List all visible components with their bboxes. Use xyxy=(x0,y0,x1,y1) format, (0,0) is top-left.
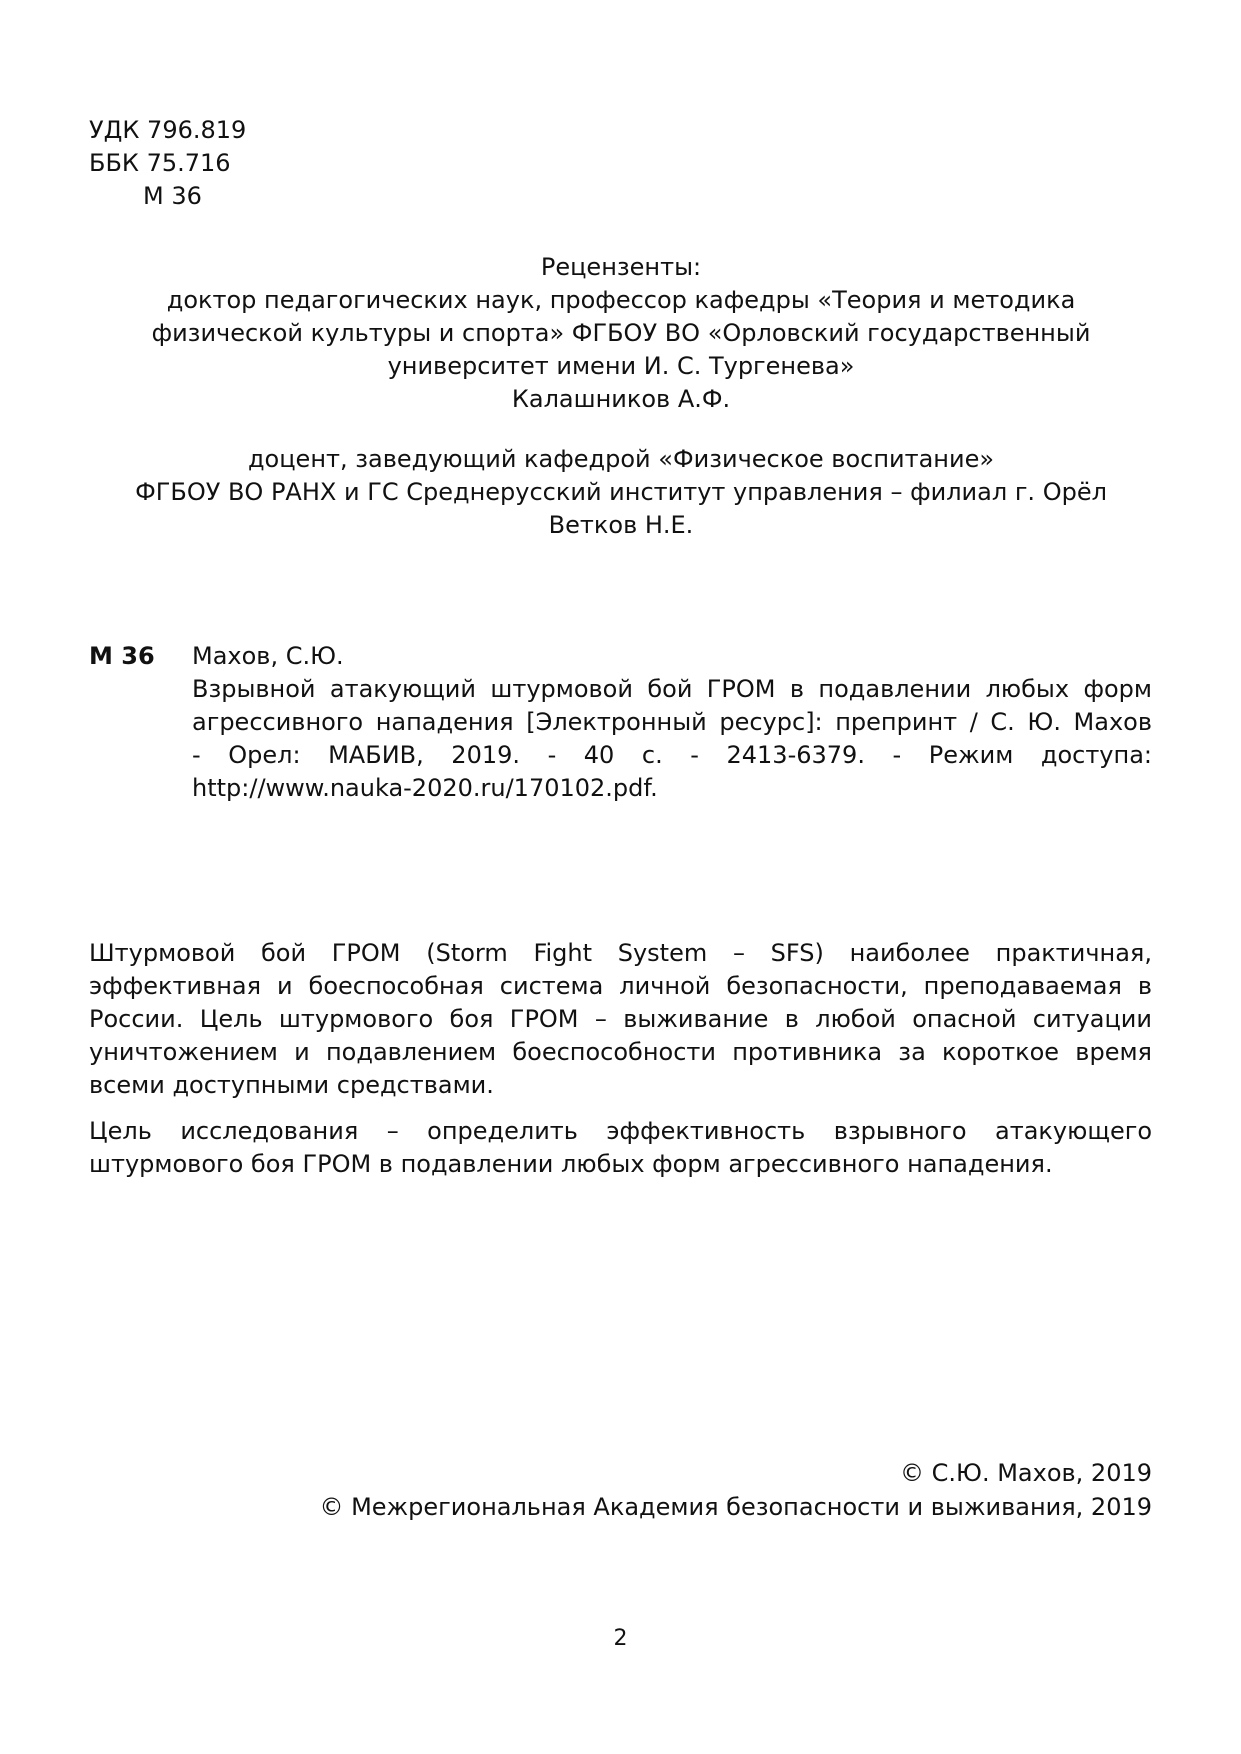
paragraph-line: эффективная и боеспособная система личной безопасности, преподаваемая в xyxy=(89,972,1152,1000)
reviewers-heading: Рецензенты: xyxy=(540,253,702,281)
reviewer-1-line: физической культуры и спорта» ФГБОУ ВО «Орловский государственный xyxy=(151,319,1091,347)
biblio-author: Махов, С.Ю. xyxy=(192,642,344,670)
reviewer-1-name: Калашников А.Ф. xyxy=(511,385,731,413)
reviewer-1-line: доктор педагогических наук, профессор кафедры «Теория и методика xyxy=(166,286,1076,314)
classification-block xyxy=(89,114,246,213)
author-sign: М 36 xyxy=(143,182,202,210)
paragraph-line: уничтожением и подавлением боеспособности противника за короткое время xyxy=(89,1038,1152,1066)
biblio-description-line: - Орел: МАБИВ, 2019. - 40 с. - 2413-6379. - Режим доступа: xyxy=(192,741,1152,769)
reviewer-2-line: ФГБОУ ВО РАНХ и ГС Среднерусский институт управления – филиал г. Орёл xyxy=(135,478,1107,506)
paragraph-line: штурмового боя ГРОМ в подавлении любых форм агрессивного нападения. xyxy=(89,1150,1053,1178)
paragraph-line: России. Цель штурмового боя ГРОМ – выживание в любой опасной ситуации xyxy=(89,1005,1152,1033)
page-number: 2 xyxy=(613,1626,628,1651)
reviewer-2-name: Ветков Н.Е. xyxy=(548,511,694,539)
copyright-block xyxy=(319,1456,1152,1524)
biblio-url: http://www.nauka-2020.ru/170102.pdf. xyxy=(192,774,658,802)
copyright-author: © С.Ю. Махов, 2019 xyxy=(900,1459,1152,1487)
reviewer-2 xyxy=(89,443,1153,542)
paragraph-line: Цель исследования – определить эффективность взрывного атакующего xyxy=(89,1117,1152,1145)
reviewer-1 xyxy=(89,284,1153,416)
biblio-description-line: агрессивного нападения [Электронный ресурс]: препринт / С. Ю. Махов xyxy=(192,708,1152,736)
biblio-code: М 36 xyxy=(89,642,155,670)
abstract-paragraph-1 xyxy=(89,937,1152,1102)
copyright-organization: © Межрегиональная Академия безопасности и выживания, 2019 xyxy=(319,1493,1152,1521)
reviewer-1-line: университет имени И. С. Тургенева» xyxy=(387,352,855,380)
udk-code: УДК 796.819 xyxy=(89,116,247,144)
reviewer-2-line: доцент, заведующий кафедрой «Физическое воспитание» xyxy=(247,445,995,473)
paragraph-line: Штурмовой бой ГРОМ (Storm Fight System – SFS) наиболее практичная, xyxy=(89,939,1152,967)
abstract-paragraph-2 xyxy=(89,1115,1152,1181)
paragraph-line: всеми доступными средствами. xyxy=(89,1071,494,1099)
biblio-description-line: Взрывной атакующий штурмовой бой ГРОМ в подавлении любых форм xyxy=(192,675,1152,703)
bbk-code: ББК 75.716 xyxy=(89,149,231,177)
biblio-description xyxy=(192,673,1152,805)
